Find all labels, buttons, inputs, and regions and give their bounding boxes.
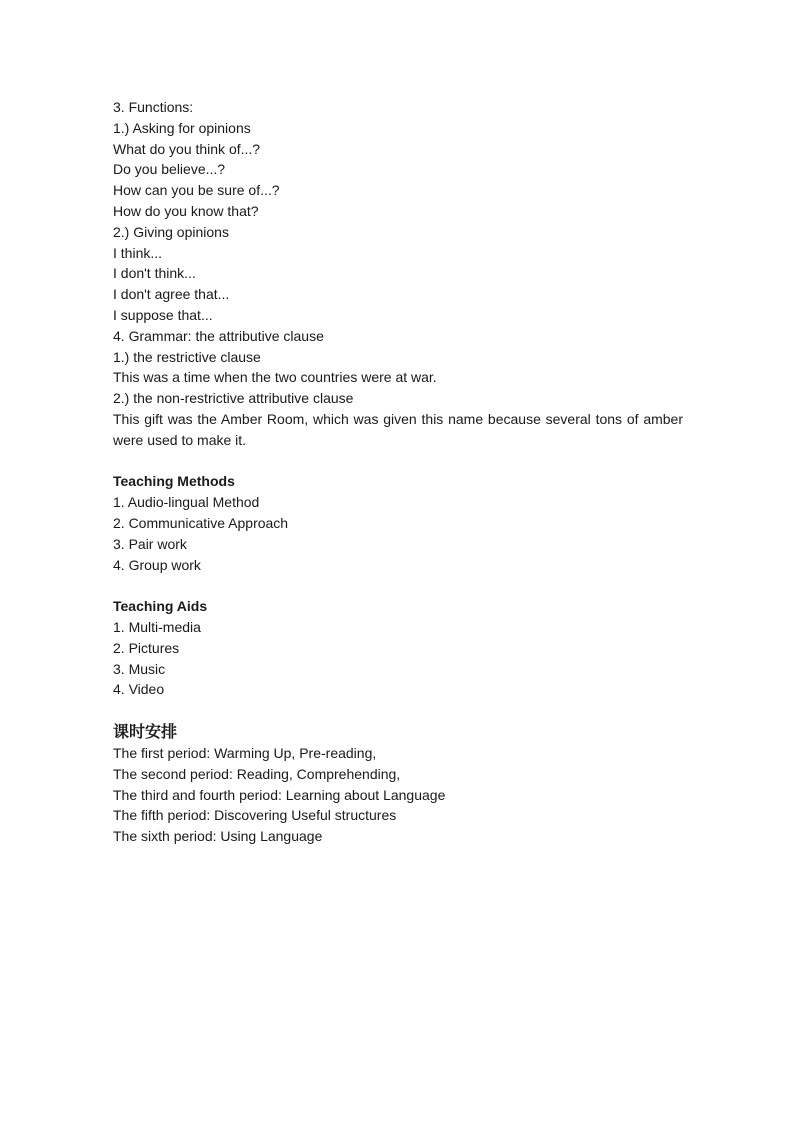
asking-item: How can you be sure of...? [113, 182, 280, 199]
spacer [113, 575, 683, 596]
restrictive-clause-example: This was a time when the two countries were at war. [113, 369, 437, 386]
schedule-item: The sixth period: Using Language [113, 828, 323, 845]
spacer [113, 700, 683, 721]
functions-heading: 3. Functions: [113, 99, 194, 115]
asking-item: How do you know that? [113, 202, 259, 219]
teaching-aid-item: 2. Pictures [113, 639, 180, 656]
nonrestrictive-clause-title: 2.) the non-restrictive attributive clause [113, 390, 354, 407]
giving-item: I suppose that... [113, 306, 213, 323]
teaching-method-item: 4. Group work [113, 556, 201, 573]
schedule-item: The second period: Reading, Comprehending, [113, 765, 401, 782]
grammar-heading: 4. Grammar: the attributive clause [113, 327, 324, 344]
schedule-item: The first period: Warming Up, Pre-reading, [113, 744, 377, 761]
schedule-item: The third and fourth period: Learning about Language [113, 786, 446, 803]
asking-item: Do you believe...? [113, 161, 226, 178]
nonrestrictive-clause-example: This gift was the Amber Room, which was given this name because several tons of amber were used to make it. [113, 410, 683, 448]
spacer [113, 451, 683, 472]
teaching-methods-heading: Teaching Methods [113, 473, 235, 490]
teaching-aid-item: 1. Multi-media [113, 618, 201, 635]
teaching-aid-item: 4. Video [113, 681, 165, 698]
giving-item: I think... [113, 244, 163, 261]
asking-item: What do you think of...? [113, 140, 261, 157]
giving-opinions-title: 2.) Giving opinions [113, 223, 229, 240]
document-body [113, 97, 683, 847]
giving-item: I don't think... [113, 265, 196, 282]
teaching-aid-item: 3. Music [113, 660, 166, 677]
teaching-aids-heading: Teaching Aids [113, 598, 208, 615]
schedule-item: The fifth period: Discovering Useful structures [113, 807, 397, 824]
schedule-heading: 课时安排 [113, 721, 178, 741]
asking-opinions-title: 1.) Asking for opinions [113, 119, 251, 136]
giving-item: I don't agree that... [113, 286, 230, 303]
teaching-method-item: 3. Pair work [113, 535, 187, 552]
teaching-method-item: 1. Audio-lingual Method [113, 494, 260, 511]
restrictive-clause-title: 1.) the restrictive clause [113, 348, 261, 365]
teaching-method-item: 2. Communicative Approach [113, 514, 289, 531]
